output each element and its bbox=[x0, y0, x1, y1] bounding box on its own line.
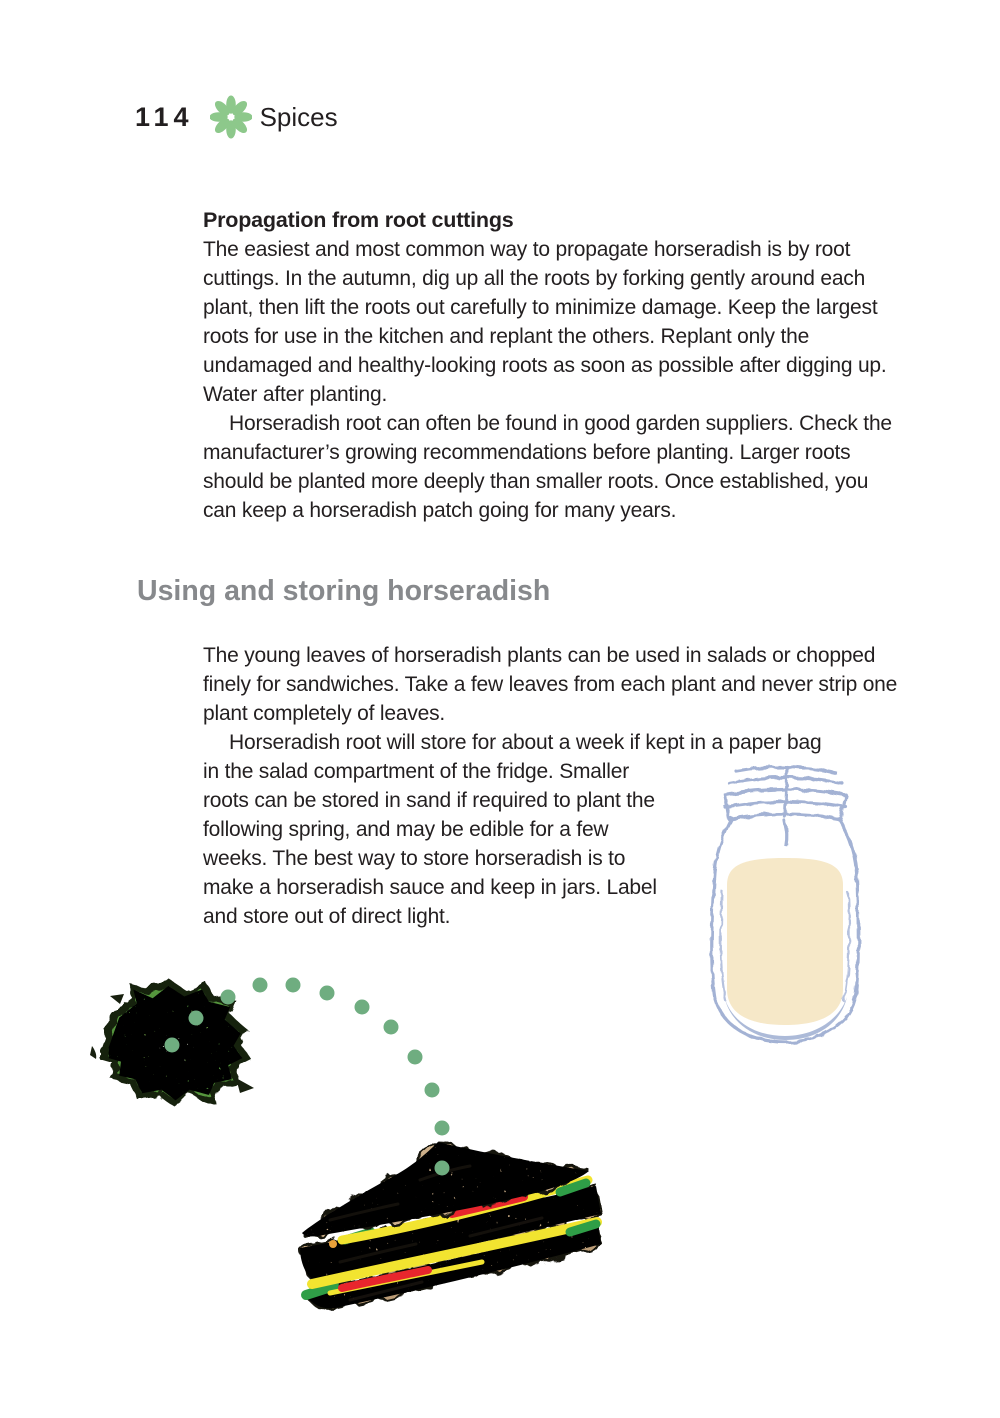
chapter-title: Spices bbox=[259, 101, 338, 132]
sandwich-illustration bbox=[300, 1142, 601, 1308]
ink-speck bbox=[90, 1046, 96, 1059]
page-number: 114 bbox=[135, 101, 194, 132]
paragraph-using-2-rest: in the salad compartment of the fridge. Smaller roots can be stored in sand if required to plant the following spring, and may be edible for a few weeks. The best way to store horseradish is to make a horseradish sauce and keep in jars. Label and store out of direct light. bbox=[203, 760, 657, 928]
paragraph-propagation-1: The easiest and most common way to propagate horseradish is by root cuttings. In the autumn, dig up all the roots by forking gently around each plant, then lift the roots out carefully to minimize damage. Keep the largest roots for use in the kitchen and replant the others. Replant only the undamaged and healthy-looking roots as soon as possible after digging up. Water after planting. bbox=[203, 238, 887, 406]
paragraph-using-1: The young leaves of horseradish plants can be used in salads or chopped finely for sandwiches. Take a few leaves from each plant and never strip one plant completely of leaves. bbox=[203, 644, 898, 725]
bottom-illustration bbox=[40, 950, 640, 1350]
jar-icon bbox=[700, 761, 870, 1051]
jar-contents bbox=[727, 858, 843, 1025]
paragraph-using-2-wrap bbox=[203, 757, 903, 931]
flower-icon bbox=[210, 94, 252, 140]
section-heading-using-storing: Using and storing horseradish bbox=[137, 575, 551, 607]
subsection-heading-propagation: Propagation from root cuttings bbox=[203, 208, 514, 232]
running-header bbox=[135, 94, 338, 140]
jar-illustration bbox=[667, 761, 903, 1053]
paragraph-propagation-2: Horseradish root can often be found in good garden suppliers. Check the manufacturer’s growing recommendations before planting. Larger roots should be planted more deeply than smaller roots. Once established, you can keep a horseradish patch going for many years. bbox=[203, 412, 892, 522]
paragraph-using-2-intro: Horseradish root will store for about a week if kept in a paper bag bbox=[229, 731, 822, 754]
text-column bbox=[137, 206, 927, 1059]
